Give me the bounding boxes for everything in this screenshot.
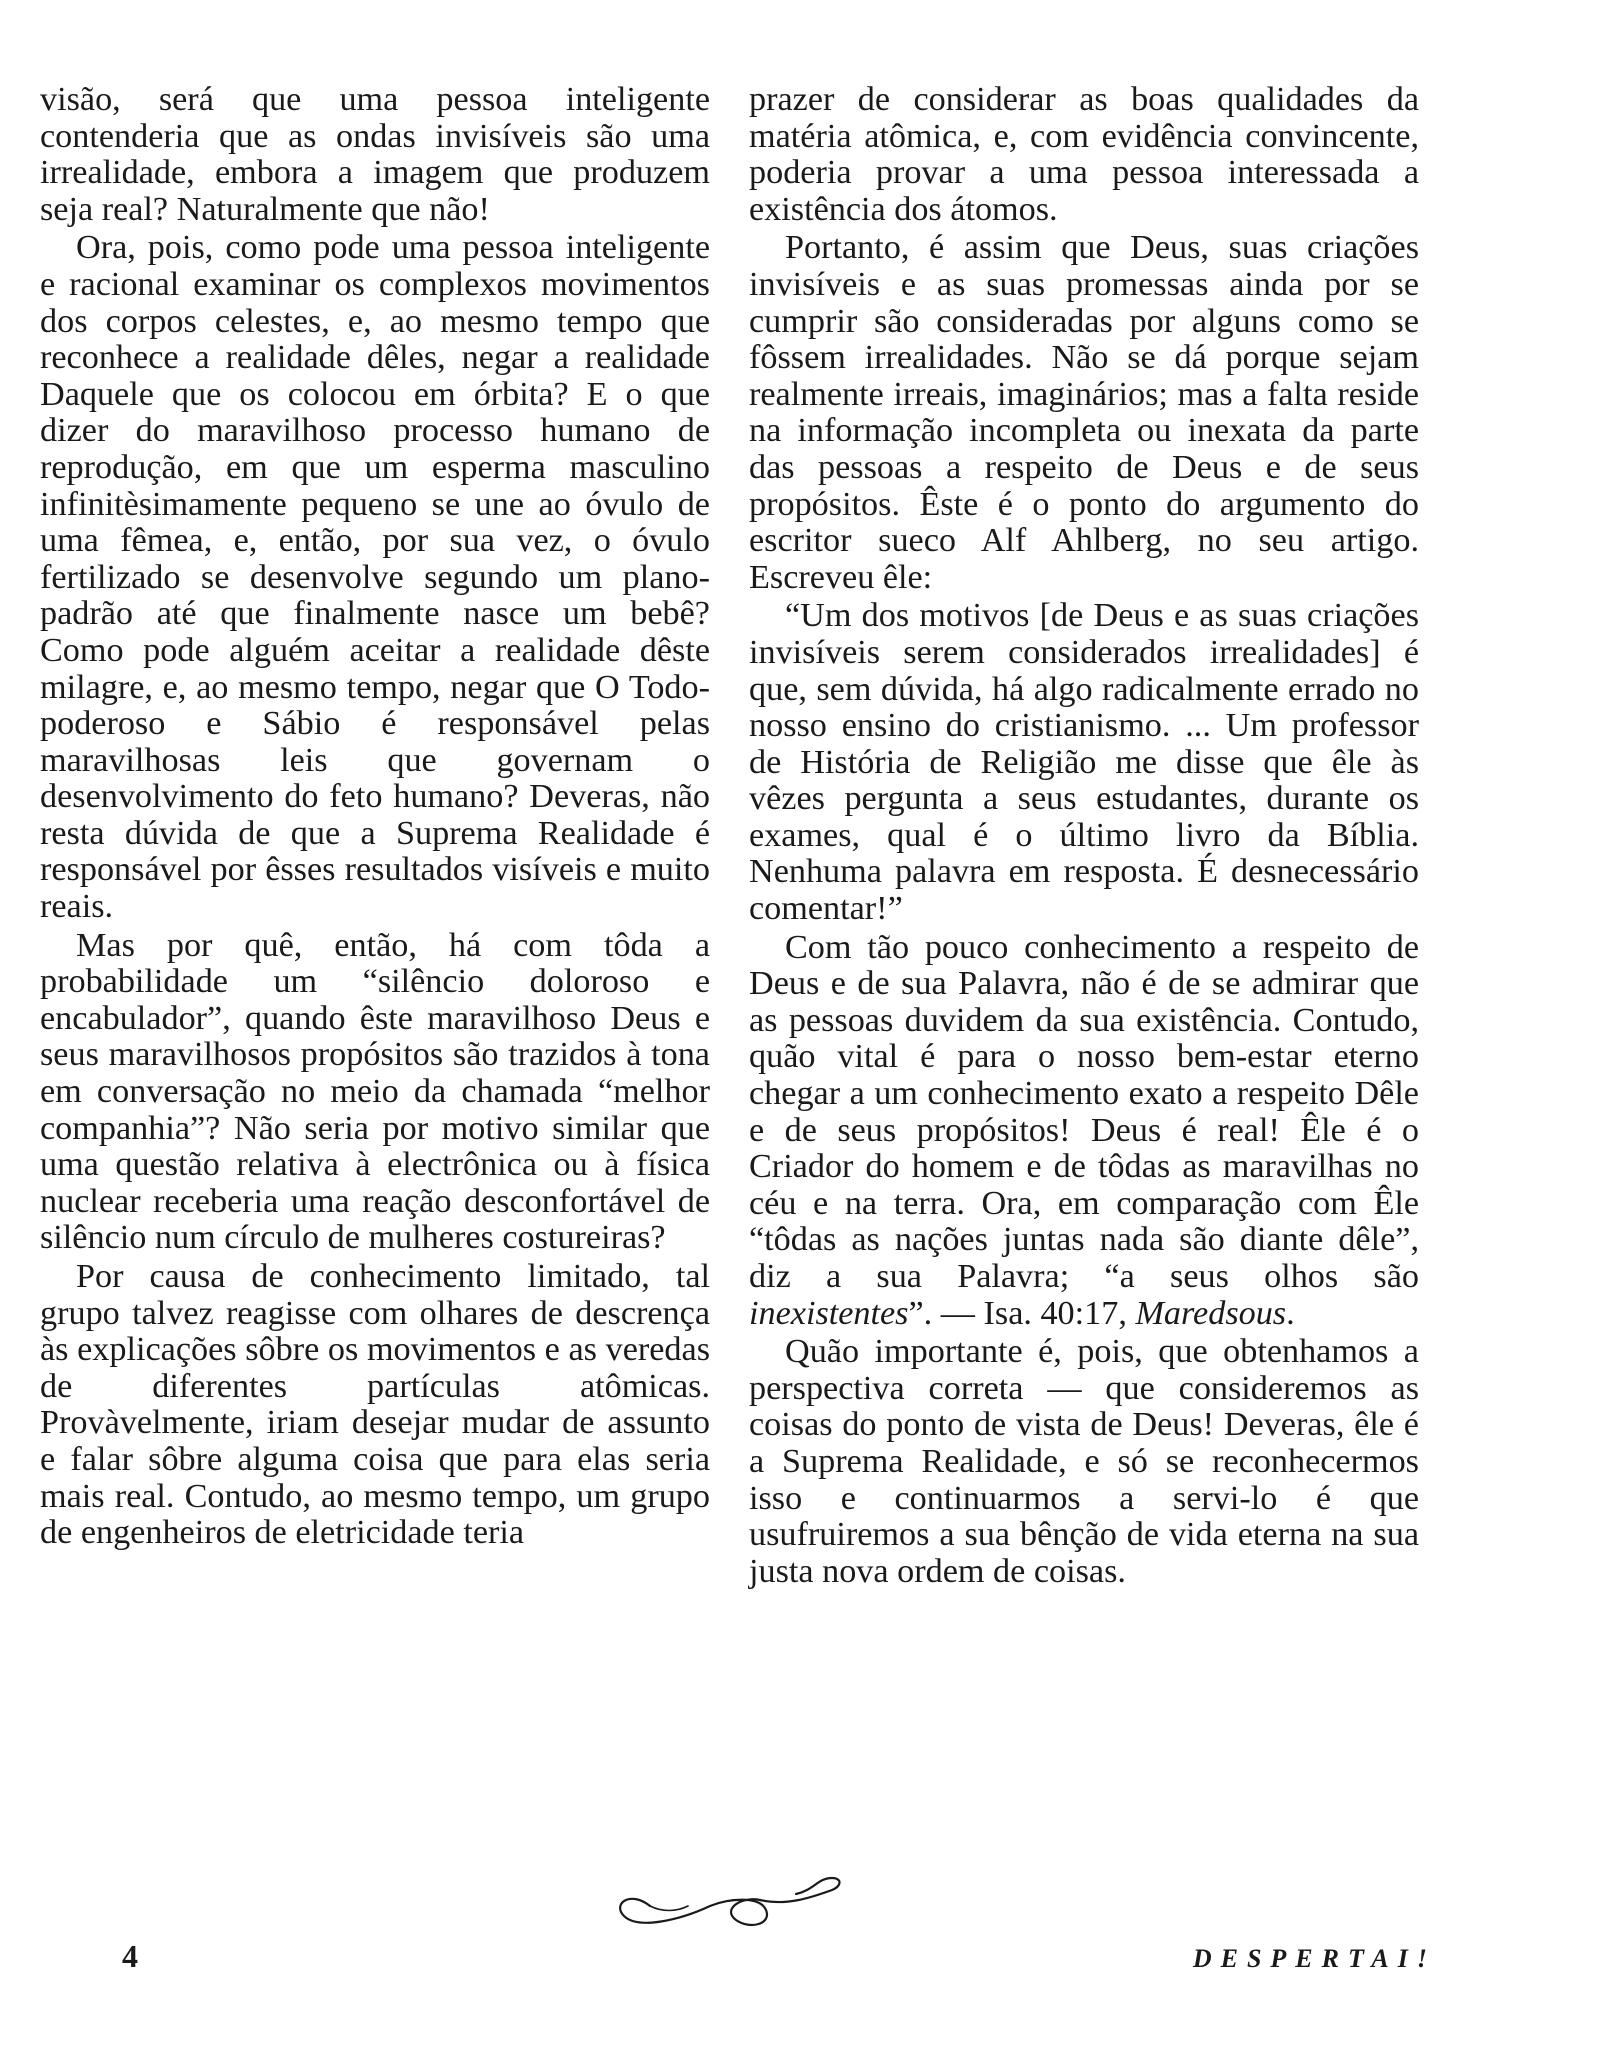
right-paragraph-5: Quão importante é, pois, que obtenhamos a perspectiva correta — que consideremos as coisas do ponto de vista de Deus! Deveras, êle é a Suprema Realidade, e só se reconhecermos isso e continuarmos a servi-lo é que usufruiremos a sua bênção de vida eterna na sua justa nova ordem de coisas. <box>749 1333 1419 1590</box>
left-paragraph-2: Ora, pois, como pode uma pessoa inteligente e racional examinar os complexos movimentos dos corpos celestes, e, ao mesmo tempo que reconhece a realidade dêles, negar a realidade Daquele que os colocou em órbita? E o que dizer do maravilhoso processo humano de reprodução, em que um esperma masculino infinitèsimamente pequeno se une ao óvulo de uma fêmea, e, então, por sua vez, o óvulo fertilizado se desenvolve segundo um plano-padrão até que finalmente nasce um bebê? Como pode alguém aceitar a realidade dêste milagre, e, ao mesmo tempo, negar que O Todo-poderoso e Sábio é responsável pelas maravilhosas leis que governam o desenvolvimento do feto humano? Deveras, não resta dúvida de que a Suprema Realidade é responsável por êsses resultados visíveis e muito reais. <box>40 229 710 926</box>
right-paragraph-4-text: Com tão pouco conhecimento a respeito de Deus e de sua Palavra, não é de se admirar que as pessoas duvidem da sua existência. Contudo, quão vital é para o nosso bem-estar eterno chegar a um conhecimento exato a respeito Dêle e de seus propósitos! Deus é real! Êle é o Criador do homem e de tôdas as maravilhas no céu e na terra. Ora, em comparação com Êle “tôdas as nações juntas nada são diante dêle”, diz a sua Palavra; “a seus olhos são <box>749 928 1419 1295</box>
right-paragraph-1: prazer de considerar as boas qualidades da matéria atômica, e, com evidência convincente, poderia provar a uma pessoa interessada a existência dos átomos. <box>749 81 1419 228</box>
right-column <box>749 82 1419 1592</box>
page-number: 4 <box>122 1938 138 1974</box>
reference-end: . <box>1286 1294 1295 1332</box>
magazine-title: DESPERTAI! <box>1192 1944 1436 1973</box>
right-paragraph-4 <box>749 930 1419 1333</box>
right-paragraph-3: “Um dos motivos [de Deus e as suas criações invisíveis serem considerados irrealidades] é que, sem dúvida, há algo radicalmente errado no nosso ensino do cristianismo. ... Um professor de História de Religião me disse que êle às vêzes pergunta a seus estudantes, durante os exames, qual é o último livro da Bíblia. Nenhuma palavra em resposta. É desnecessário comentar!” <box>749 597 1419 928</box>
flourish-ornament-icon <box>610 1860 850 1940</box>
left-paragraph-4: Por causa de conhecimento limitado, tal grupo talvez reagisse com olhares de descrença às explicações sôbre os movimentos e as veredas de diferentes partículas atômicas. Provàvelmente, iriam desejar mudar de assunto e falar sôbre alguma coisa que para elas seria mais real. Contudo, ao mesmo tempo, um grupo de engenheiros de eletricidade teria <box>40 1258 710 1552</box>
scripture-reference: ”. — Isa. 40:17, <box>908 1294 1136 1332</box>
right-paragraph-2: Portanto, é assim que Deus, suas criações invisíveis e as suas promessas ainda por se cumprir são consideradas por alguns como se fôssem irrealidades. Não se dá porque sejam realmente irreais, imaginários; mas a falta reside na informação incompleta ou inexata da parte das pessoas a respeito de Deus e de seus propósitos. Êste é o ponto do argumento do escritor sueco Alf Ahlberg, no seu artigo. Escreveu êle: <box>749 229 1419 596</box>
italic-term: inexistentes <box>749 1294 909 1332</box>
left-column <box>40 82 710 1554</box>
left-paragraph-1: visão, será que uma pessoa inteligente contenderia que as ondas invisíveis são uma irrealidade, embora a imagem que produzem seja real? Naturalmente que não! <box>40 81 710 228</box>
bible-version: Maredsous <box>1135 1294 1287 1332</box>
left-paragraph-3: Mas por quê, então, há com tôda a probabilidade um “silêncio doloroso e encabulador”, quando êste maravilhoso Deus e seus maravilhosos propósitos são trazidos à tona em conversação no meio da chamada “melhor companhia”? Não seria por motivo similar que uma questão relativa à electrônica ou à física nuclear receberia uma reação desconfortável de silêncio num círculo de mulheres costureiras? <box>40 926 710 1257</box>
